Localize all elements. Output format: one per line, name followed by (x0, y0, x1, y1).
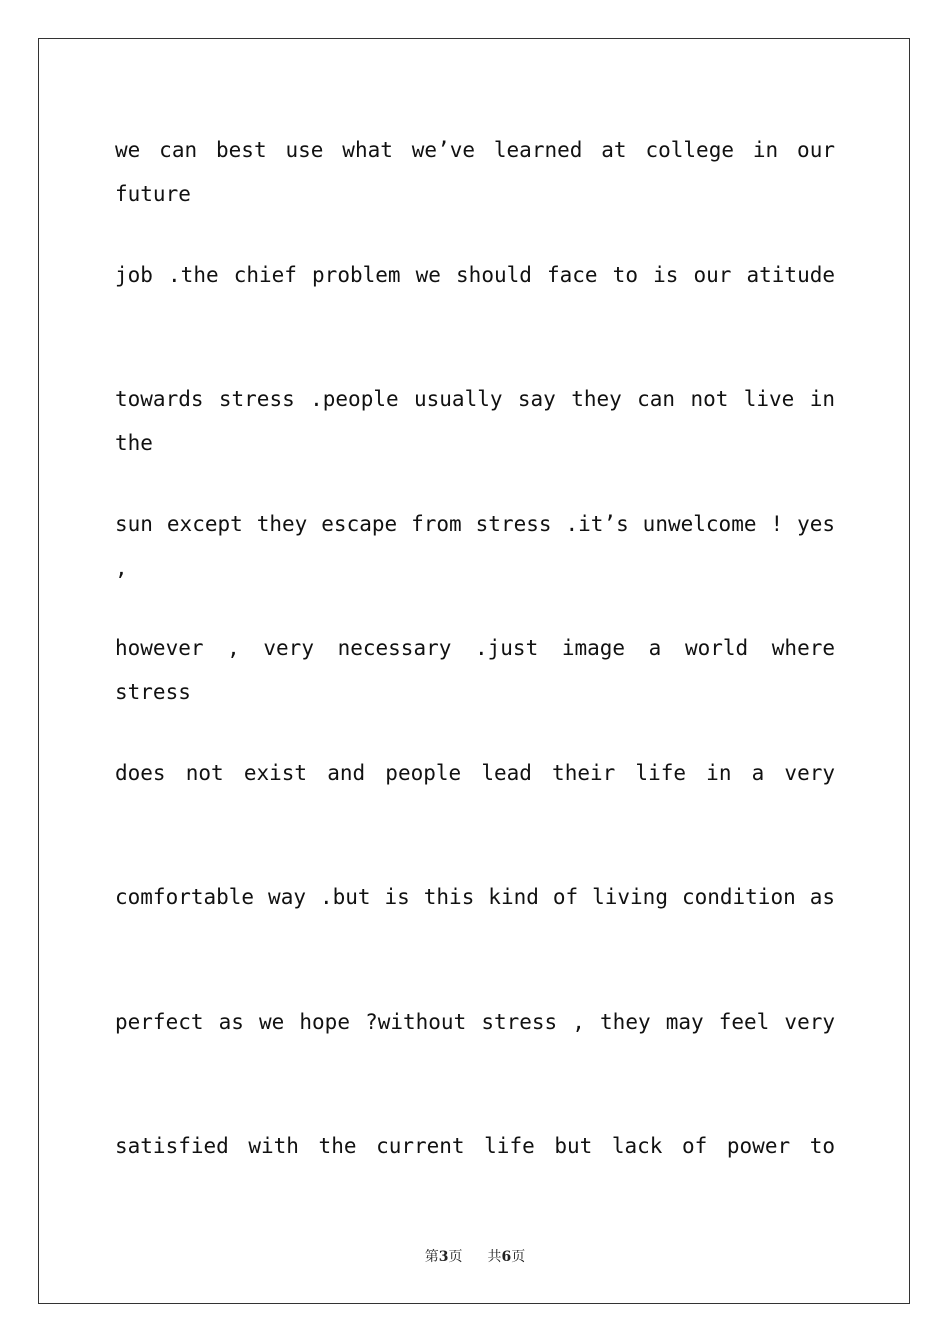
text-line: comfortable way .but is this kind of living condition as (115, 885, 835, 909)
text-line: towards stress .people usually say they can not live in the (115, 387, 835, 455)
document-body (115, 128, 835, 1249)
text-line: satisfied with the current life but lack of power to (115, 1134, 835, 1158)
text-line: however , very necessary .just image a world where stress (115, 636, 835, 704)
text-line: sun except they escape from stress .it’s unwelcome ! yes , (115, 511, 835, 580)
current-page-prefix: 第 (424, 1249, 439, 1265)
total-pages-prefix: 共 (487, 1249, 502, 1265)
total-pages-suffix: 页 (511, 1249, 526, 1265)
page-footer (0, 1246, 950, 1266)
current-page-number: 3 (438, 1249, 449, 1265)
text-line: perfect as we hope ?without stress , they may feel very (115, 1009, 835, 1034)
text-line: does not exist and people lead their life in a very (115, 760, 835, 785)
text-line: we can best use what we’ve learned at college in our future (115, 138, 835, 206)
current-page-suffix: 页 (448, 1249, 463, 1265)
total-pages-number: 6 (501, 1249, 512, 1265)
text-line: job .the chief problem we should face to is our atitude (115, 262, 835, 287)
